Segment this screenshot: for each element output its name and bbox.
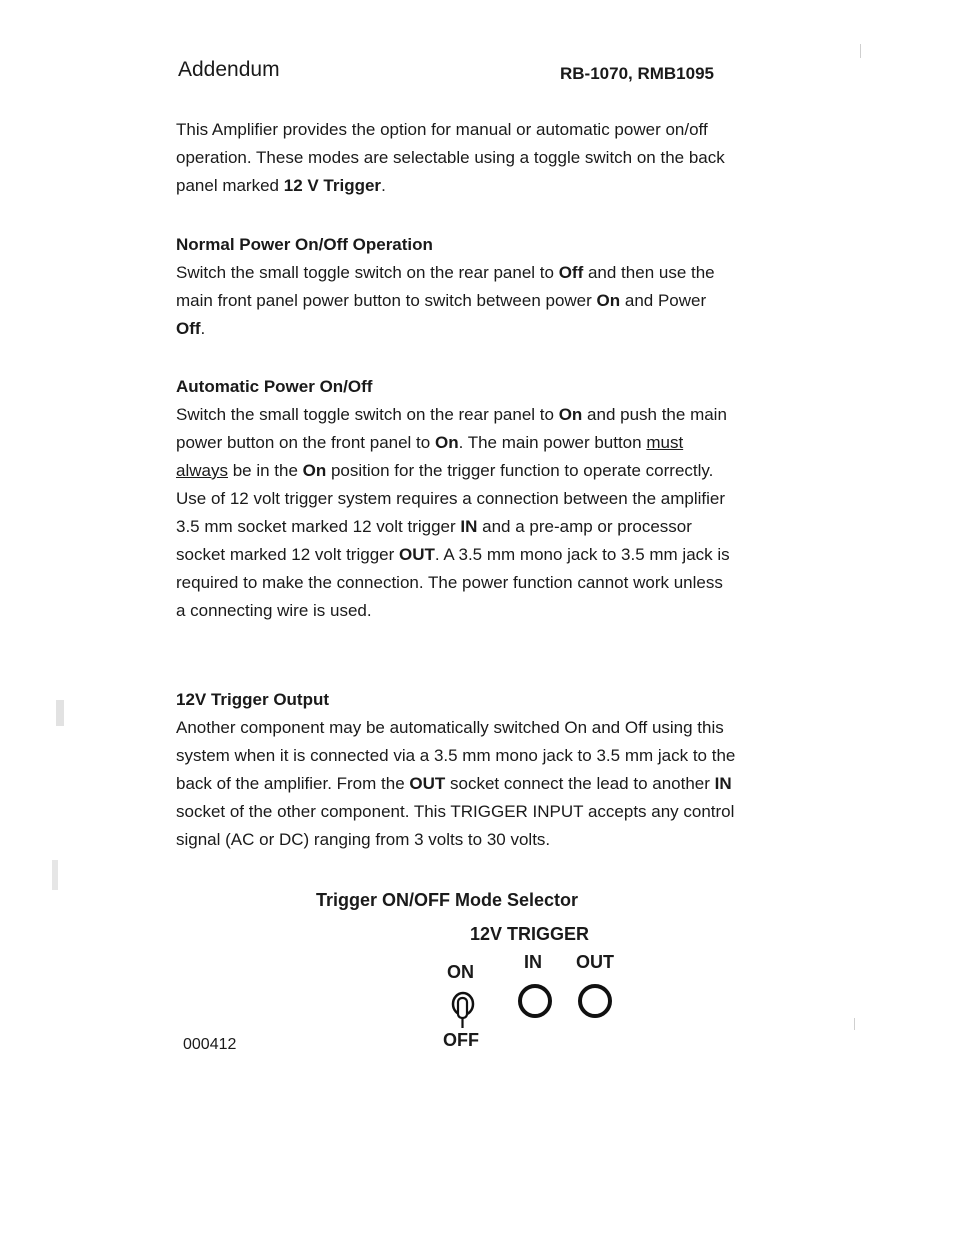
normal-b2: On bbox=[596, 291, 621, 310]
auto-u1: must always bbox=[176, 433, 684, 480]
document-code: 000412 bbox=[183, 1036, 237, 1053]
normal-t4: . bbox=[200, 319, 206, 338]
automatic-paragraph-2 bbox=[176, 485, 736, 625]
trigger-output-section bbox=[176, 686, 736, 854]
auto-p2-b1: IN bbox=[460, 517, 478, 536]
scan-mark bbox=[52, 860, 58, 890]
on-label: ON bbox=[447, 962, 474, 982]
normal-t3: and Power bbox=[620, 291, 707, 310]
selector-title: Trigger ON/OFF Mode Selector bbox=[316, 890, 579, 910]
automatic-heading: Automatic Power On/Off bbox=[176, 377, 373, 396]
toggle-switch-icon bbox=[450, 990, 478, 1030]
auto-t4: be in the bbox=[227, 461, 303, 480]
page-title: Addendum bbox=[178, 58, 280, 81]
out-socket-icon bbox=[578, 984, 612, 1018]
in-label: IN bbox=[524, 952, 542, 972]
off-label: OFF bbox=[443, 1030, 479, 1050]
trig-t2: socket connect the lead to another bbox=[445, 774, 715, 793]
auto-p2-b2: OUT bbox=[398, 545, 435, 564]
intro-bold: 12 V Trigger bbox=[283, 176, 382, 195]
automatic-section bbox=[176, 373, 736, 625]
intro-end: . bbox=[381, 176, 386, 195]
auto-p2-t3: . A 3.5 mm mono jack to 3.5 mm jack is required to make the connection. The power function cannot work unless a connecting wire is used. bbox=[176, 545, 730, 620]
auto-t2: and push the main power button on the front panel to bbox=[176, 405, 727, 452]
auto-p2-t1: Use of 12 volt trigger system requires a connection between the amplifier 3.5 mm socket marked 12 volt trigger bbox=[176, 489, 725, 536]
scan-mark bbox=[860, 44, 861, 58]
scan-mark bbox=[854, 1018, 855, 1030]
normal-t1: Switch the small toggle switch on the rear panel to bbox=[176, 263, 559, 282]
auto-t5: position for the trigger function to operate correctly. bbox=[326, 461, 714, 480]
intro-paragraph bbox=[176, 116, 736, 200]
normal-t2: and then use the main front panel power button to switch between power bbox=[176, 263, 715, 310]
out-label: OUT bbox=[576, 952, 614, 972]
normal-paragraph bbox=[176, 259, 736, 343]
auto-b3: On bbox=[302, 461, 327, 480]
in-socket-icon bbox=[518, 984, 552, 1018]
auto-b2: On bbox=[434, 433, 459, 452]
auto-t1: Switch the small toggle switch on the rear panel to bbox=[176, 405, 559, 424]
normal-b3: Off bbox=[176, 319, 201, 338]
model-number: RB-1070, RMB1095 bbox=[559, 64, 714, 83]
trig-t1: Another component may be automatically switched On and Off using this system when it is connected via a 3.5 mm mono jack to 3.5 mm jack to the back of the amplifier. From the bbox=[176, 718, 736, 793]
normal-heading: Normal Power On/Off Operation bbox=[176, 235, 433, 254]
trig-b1: OUT bbox=[409, 774, 446, 793]
trigger-label: 12V TRIGGER bbox=[470, 924, 590, 944]
trigger-output-paragraph bbox=[176, 714, 736, 854]
normal-section bbox=[176, 231, 736, 343]
trig-t3: socket of the other component. This TRIGGER INPUT accepts any control signal (AC or DC) ranging from 3 volts to 30 volts. bbox=[176, 802, 735, 849]
normal-b1: Off bbox=[558, 263, 584, 282]
auto-t3: . The main power button bbox=[458, 433, 647, 452]
automatic-paragraph-1 bbox=[176, 401, 736, 485]
scan-mark bbox=[56, 700, 64, 726]
auto-b1: On bbox=[558, 405, 583, 424]
auto-p2-t2: and a pre-amp or processor socket marked 12 volt trigger bbox=[176, 517, 692, 564]
intro-text: This Amplifier provides the option for manual or automatic power on/off operation. These modes are selectable using a toggle switch on the back panel marked bbox=[176, 120, 725, 195]
trig-b2: IN bbox=[714, 774, 732, 793]
trigger-output-heading: 12V Trigger Output bbox=[176, 690, 330, 709]
